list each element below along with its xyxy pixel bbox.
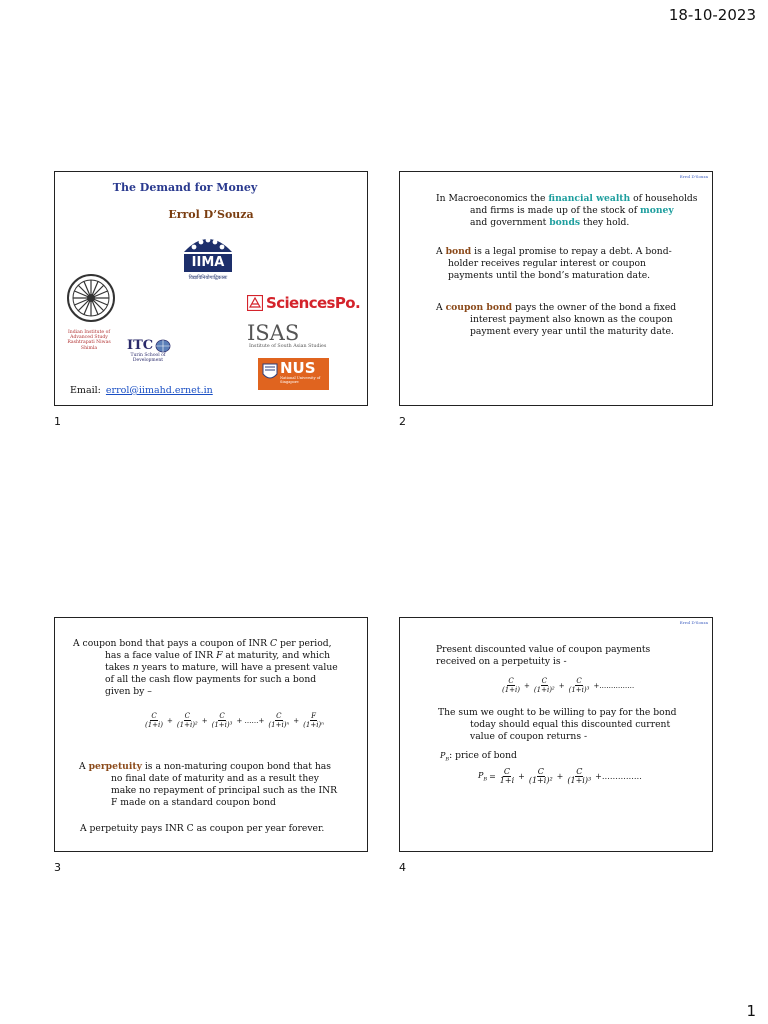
- text: and firms is made up of the stock of: [470, 205, 641, 216]
- itc-logo-text: ITC: [127, 338, 154, 353]
- highlight-financial-wealth: financial wealth: [548, 193, 631, 204]
- nus-caption: National University of Singapore: [280, 376, 321, 385]
- text: per period,: [277, 638, 332, 649]
- coupon-bond-pv-formula: $\frac{C}{(1+i)}$ + $\frac{C}{\text{(1+i)²}}$ + $\frac{C}{\text{(1+i)³}}$ + ……+ $\frac{C}{\text{(1+i)ⁿ}}$ + $\frac{F}{\text{(1+i)ⁿ}}$: [145, 712, 324, 729]
- slide-number: 4: [399, 861, 406, 874]
- text: F made on a standard coupon bond: [111, 797, 276, 808]
- text: A: [436, 302, 446, 313]
- text: received on a perpetuity is -: [436, 656, 567, 667]
- email-line: [70, 385, 213, 396]
- text: payment every year until the maturity date.: [470, 326, 674, 337]
- nus-logo: [258, 358, 329, 390]
- text: no final date of maturity and as a result they: [111, 773, 319, 784]
- slide-2: [399, 171, 713, 406]
- slide-number: 1: [54, 415, 61, 428]
- price-of-bond-label: $P_B$: price of bond: [440, 750, 517, 763]
- text: today should equal this discounted current: [470, 719, 671, 730]
- iias-caption: Indian Institute of Advanced Study Rashtrapati Niwas Shimla: [67, 330, 111, 351]
- isas-caption: Institute of South Asian Studies: [249, 344, 327, 349]
- text: payments until the bond’s maturation date.: [448, 270, 651, 281]
- paragraph-bond: [436, 246, 692, 282]
- sciencespo-logo-text: SciencesPo.: [266, 294, 361, 312]
- slide-title: The Demand for Money: [112, 181, 258, 194]
- iima-logo: [180, 230, 236, 288]
- text: The sum we ought to be willing to pay for the bond: [438, 707, 677, 718]
- text: make no repayment of principal such as the INR: [111, 785, 338, 796]
- nus-logo-text: NUS: [280, 359, 316, 377]
- slide-1: [54, 171, 368, 406]
- price-of-bond-formula: $P_B$ = $\frac{C}{1+i}$ + $\frac{C}{\text{(1+i)²}}$ + $\frac{C}{\text{(1+i)³}}$ +……………: [478, 767, 642, 785]
- text: years to mature, will have a present value: [138, 662, 338, 673]
- slide-number: 2: [399, 415, 406, 428]
- iias-logo: [63, 272, 121, 352]
- symbol-n: n: [132, 662, 139, 673]
- paragraph-sum-willing-to-pay: [438, 707, 712, 743]
- text: pays the owner of the bond a fixed: [512, 302, 677, 313]
- text: A coupon bond that pays a coupon of INR: [73, 638, 271, 649]
- text: : price of bond: [449, 750, 517, 761]
- itc-caption: Turin School of Development: [130, 353, 166, 363]
- slide-author: Errol D’Souza: [168, 208, 254, 221]
- text: at maturity, and which: [222, 650, 331, 661]
- symbol-f: F: [216, 650, 223, 661]
- nus-crest-icon: [262, 363, 278, 383]
- iima-motto: विद्याविनियोगाद्विकासः: [188, 275, 228, 281]
- slide-number: 3: [54, 861, 61, 874]
- paragraph-perpetuity-pays: A perpetuity pays INR C as coupon per year forever.: [80, 823, 325, 834]
- symbol-c: C: [270, 638, 278, 649]
- slide-author-tag: Errol D'Souza: [679, 620, 708, 625]
- header-date: 18-10-2023: [668, 6, 756, 24]
- text: has a face value of INR: [105, 650, 217, 661]
- text: given by –: [105, 686, 152, 697]
- page-number: 1: [746, 1002, 756, 1020]
- isas-logo-text: ISAS: [247, 321, 300, 345]
- text: takes: [105, 662, 133, 673]
- text: and government: [470, 217, 550, 228]
- perpetuity-pv-formula: $\frac{C}{(1+i)}$ + $\frac{C}{\text{(1+i)²}}$ + $\frac{C}{\text{(1+i)³}}$ +……………: [502, 677, 635, 694]
- highlight-perpetuity: perpetuity: [88, 761, 142, 772]
- text: of all the cash flow payments for such a bond: [105, 674, 317, 685]
- sciencespo-logo: [247, 294, 360, 312]
- sciencespo-emblem-icon: [247, 295, 263, 311]
- itc-logo: [127, 338, 187, 363]
- iima-logo-text: IIMA: [191, 255, 225, 270]
- text: holder receives regular interest or coupon: [448, 258, 646, 269]
- text: In Macroeconomics the: [436, 193, 549, 204]
- text: is a non-maturing coupon bond that has: [141, 761, 331, 772]
- slide-author-tag: Errol D'Souza: [679, 174, 708, 179]
- paragraph-present-value: [436, 644, 696, 668]
- email-link[interactable]: errol@iimahd.ernet.in: [105, 385, 213, 396]
- text: value of coupon returns -: [470, 731, 588, 742]
- slide-3: [54, 617, 368, 852]
- text: of households: [630, 193, 698, 204]
- isas-logo: [247, 322, 337, 349]
- highlight-bond: bond: [445, 246, 472, 257]
- chakra-emblem-icon: [65, 272, 117, 324]
- text: is a legal promise to repay a debt. A bond-: [471, 246, 672, 257]
- text: A: [79, 761, 89, 772]
- globe-icon: [155, 339, 171, 353]
- text: interest payment also known as the coupon: [470, 314, 673, 325]
- email-label: Email:: [70, 385, 101, 396]
- paragraph-perpetuity: [79, 761, 357, 809]
- paragraph-financial-wealth: [436, 193, 712, 229]
- text: A: [436, 246, 446, 257]
- highlight-bonds: bonds: [549, 217, 581, 228]
- paragraph-coupon-bond-pv: [73, 638, 358, 698]
- slide-4: [399, 617, 713, 852]
- highlight-coupon-bond: coupon bond: [445, 302, 513, 313]
- text: Present discounted value of coupon payments: [436, 644, 651, 655]
- highlight-money: money: [640, 205, 674, 216]
- text: they hold.: [580, 217, 630, 228]
- paragraph-coupon-bond: [436, 302, 692, 338]
